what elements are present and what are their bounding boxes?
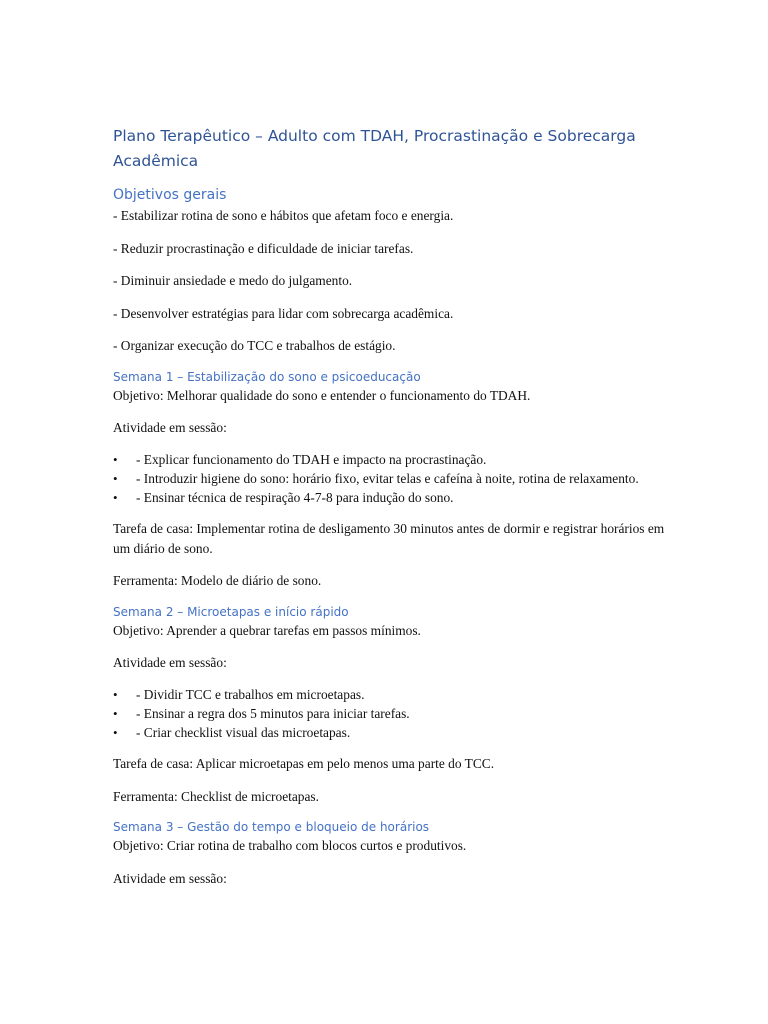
week-3-objective: Objetivo: Criar rotina de trabalho com blocos curtos e produtivos. xyxy=(113,838,467,854)
week-2-activity-label: Atividade em sessão: xyxy=(113,655,227,671)
list-item: • - Dividir TCC e trabalhos em microetapas. xyxy=(113,685,673,704)
bullet-icon: • xyxy=(113,470,118,486)
list-item: • - Explicar funcionamento do TDAH e impacto na procrastinação. xyxy=(113,450,673,469)
week-3-activity-label: Atividade em sessão: xyxy=(113,870,227,886)
objective-item: - Organizar execução do TCC e trabalhos de estágio. xyxy=(113,338,396,353)
objective-item: - Reduzir procrastinação e dificuldade de iniciar tarefas. xyxy=(113,240,414,256)
list-item: • - Ensinar técnica de respiração 4-7-8 para indução do sono. xyxy=(113,488,673,507)
bullet-icon: • xyxy=(113,451,118,467)
general-objectives-heading: Objetivos gerais xyxy=(113,187,227,203)
week-1-objective: Objetivo: Melhorar qualidade do sono e entender o funcionamento do TDAH. xyxy=(113,387,531,403)
week-2-homework: Tarefa de casa: Aplicar microetapas em pelo menos uma parte do TCC. xyxy=(113,756,495,772)
bullet-icon: • xyxy=(113,725,118,741)
week-1-activity-list xyxy=(113,450,673,508)
week-1-heading: Semana 1 – Estabilização do sono e psicoeducação xyxy=(113,369,421,384)
week-2-section xyxy=(113,603,673,807)
objective-item: - Desenvolver estratégias para lidar com sobrecarga acadêmica. xyxy=(113,305,454,321)
objective-item: - Estabilizar rotina de sono e hábitos que afetam foco e energia. xyxy=(113,208,454,223)
bullet-icon: • xyxy=(113,489,118,505)
week-3-heading: Semana 3 – Gestão do tempo e bloqueio de horários xyxy=(113,820,430,835)
week-3-section xyxy=(113,818,673,888)
week-2-activity-list xyxy=(113,685,673,743)
list-item: • - Ensinar a regra dos 5 minutos para iniciar tarefas. xyxy=(113,704,673,723)
objective-item: - Diminuir ansiedade e medo do julgamento. xyxy=(113,273,353,288)
week-1-homework: Tarefa de casa: Implementar rotina de desligamento 30 minutos antes de dormir e registrar horários em um diário de sono. xyxy=(113,521,665,556)
week-1-tool: Ferramenta: Modelo de diário de sono. xyxy=(113,573,322,589)
list-item: • - Criar checklist visual das microetapas. xyxy=(113,723,673,742)
bullet-icon: • xyxy=(113,705,118,721)
week-1-section xyxy=(113,368,673,591)
document-body xyxy=(113,124,673,888)
week-1-activity-label: Atividade em sessão: xyxy=(113,420,227,435)
week-2-tool: Ferramenta: Checklist de microetapas. xyxy=(113,788,319,804)
week-2-objective: Objetivo: Aprender a quebrar tarefas em passos mínimos. xyxy=(113,622,421,638)
document-title: Plano Terapêutico – Adulto com TDAH, Procrastinação e Sobrecarga Acadêmica xyxy=(113,127,636,170)
week-2-heading: Semana 2 – Microetapas e início rápido xyxy=(113,604,349,619)
list-item: • - Introduzir higiene do sono: horário fixo, evitar telas e cafeína à noite, rotina de relaxamento. xyxy=(113,469,673,488)
bullet-icon: • xyxy=(113,686,118,702)
